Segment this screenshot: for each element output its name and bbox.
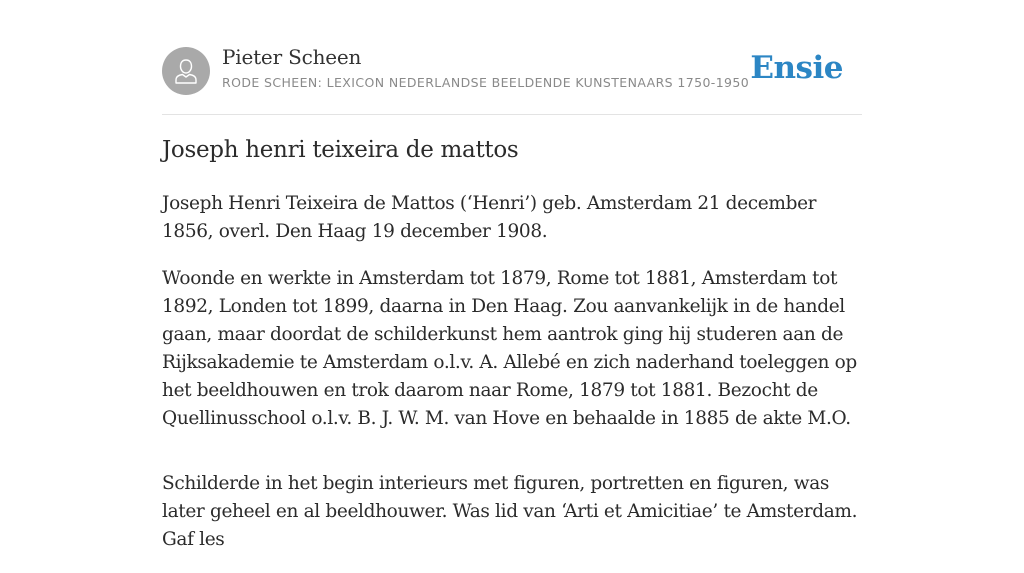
author-avatar[interactable] bbox=[162, 47, 210, 95]
page bbox=[162, 0, 862, 550]
user-silhouette-icon bbox=[173, 57, 199, 85]
header bbox=[162, 0, 862, 115]
source-title[interactable]: RODE SCHEEN: LEXICON NEDERLANDSE BEELDENDE KUNSTENAARS 1750-1950 bbox=[222, 75, 750, 90]
article-title: Joseph henri teixeira de mattos bbox=[162, 137, 519, 163]
author-name[interactable]: Pieter Scheen bbox=[222, 45, 362, 69]
article-paragraph: Schilderde in het begin interieurs met figuren, portretten en figuren, was later geheel en al beeldhouwer. Was lid van ‘Arti et Amicitiae’ te Amsterdam. Gaf les bbox=[162, 473, 858, 550]
article-paragraph: Joseph Henri Teixeira de Mattos (‘Henri’) geb. Amsterdam 21 december 1856, overl. Den Haag 19 december 1908. bbox=[162, 193, 817, 242]
ensie-logo[interactable]: Ensie bbox=[750, 50, 843, 86]
article-paragraph: Woonde en werkte in Amsterdam tot 1879, Rome tot 1881, Amsterdam tot 1892, Londen tot 1899, daarna in Den Haag. Zou aanvankelijk in de handel gaan, maar doordat de schilderkunst hem aantrok ging hij studeren aan de Rijksakademie te Amsterdam o.l.v. A. Allebé en zich naderhand toeleggen op het beeldhouwen en trok daarom naar Rome, 1879 tot 1881. Bezocht de Quellinusschool o.l.v. B. J. W. M. van Hove en behaalde in 1885 de akte M.O. bbox=[162, 268, 857, 429]
article-body bbox=[162, 190, 862, 573]
